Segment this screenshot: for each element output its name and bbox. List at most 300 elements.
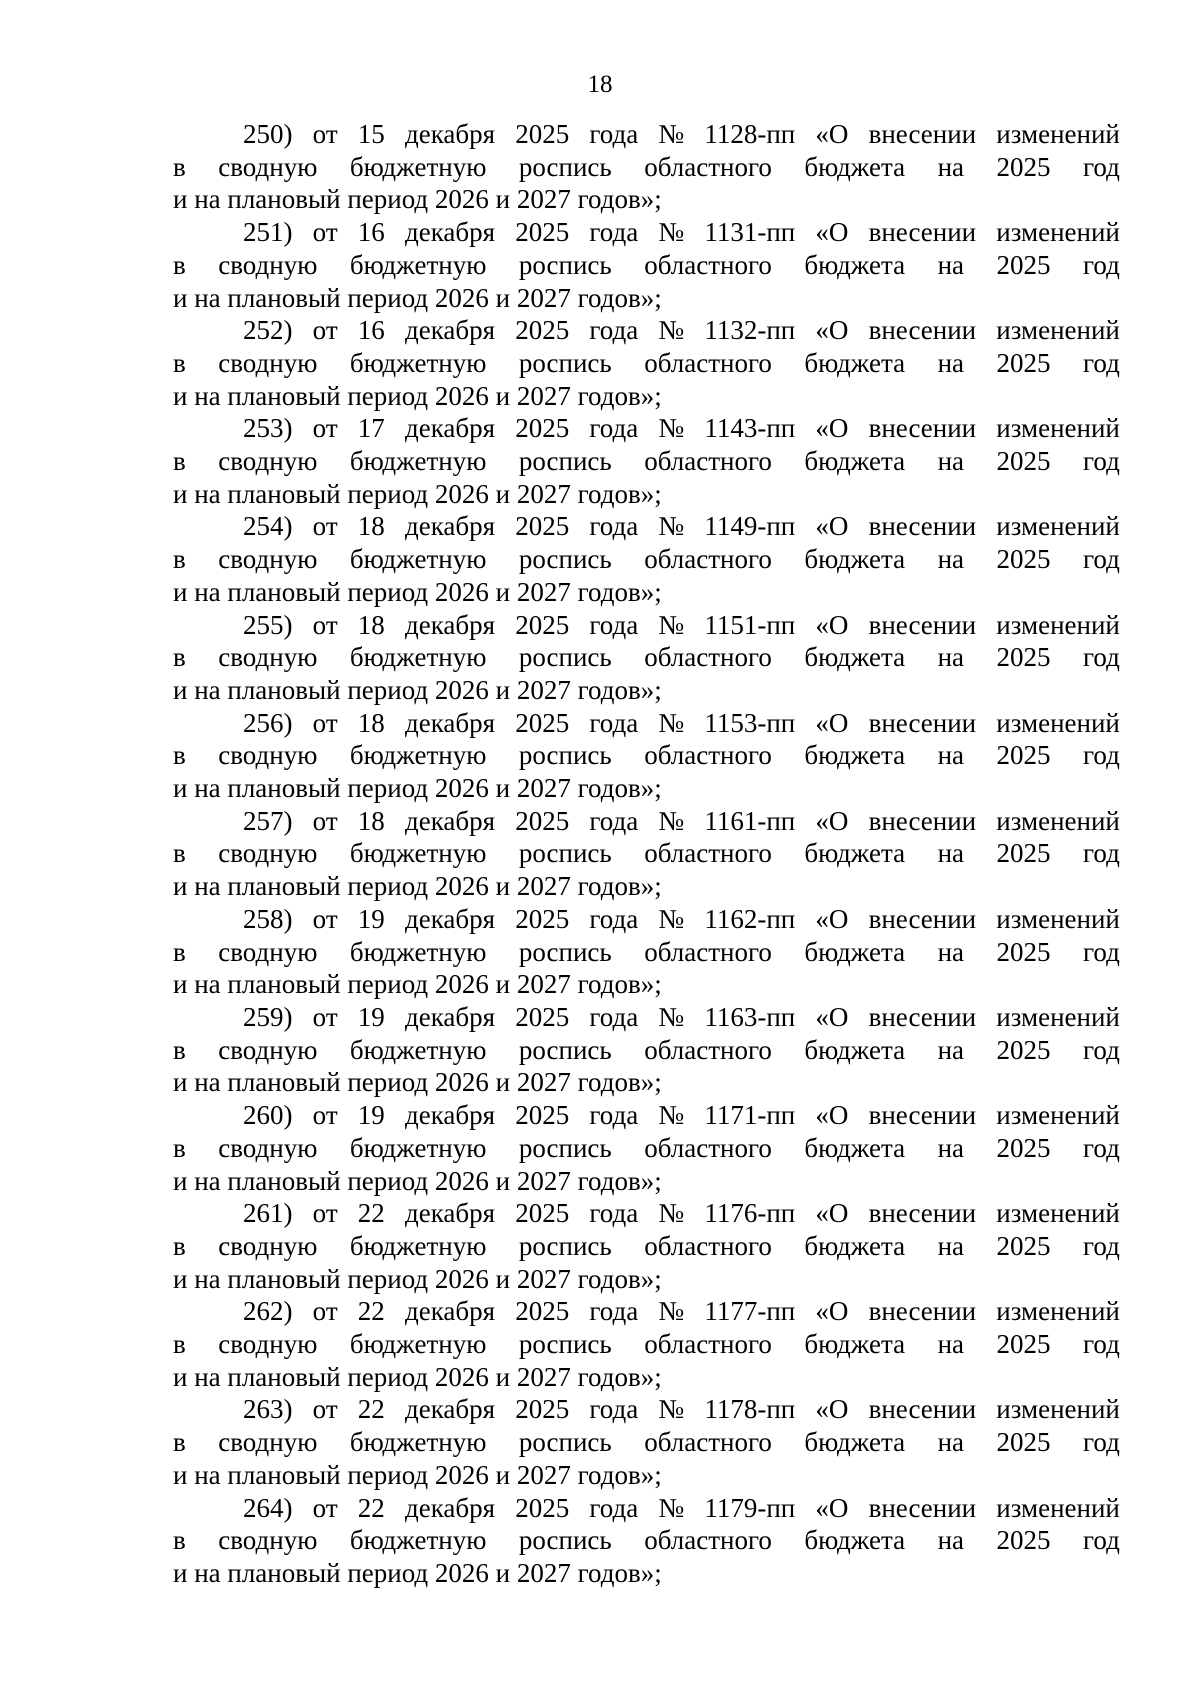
list-item-line-first: [173, 1099, 1120, 1132]
word: 2025: [996, 1525, 1051, 1556]
word: внесении: [868, 1296, 977, 1327]
word: в: [173, 740, 186, 771]
word: 22: [357, 1296, 385, 1327]
word: 1177-пп: [704, 1296, 796, 1327]
list-item-line-last: и на плановый период 2026 и 2027 годов»;: [173, 1361, 662, 1392]
word: №: [658, 1394, 685, 1425]
word: год: [1083, 151, 1120, 182]
word: 2025: [515, 217, 570, 248]
word: «О: [815, 1296, 849, 1327]
word: роспись: [518, 740, 612, 771]
list-item: [173, 216, 1120, 314]
word: бюджетную: [349, 1329, 487, 1360]
word: сводную: [218, 1132, 318, 1163]
word: 19: [357, 903, 385, 934]
word: роспись: [518, 544, 612, 575]
word: №: [658, 903, 685, 934]
list-item-line-second: [173, 543, 1120, 576]
word: 16: [357, 217, 385, 248]
list-item: [173, 707, 1120, 805]
list-item-line-first: [173, 609, 1120, 642]
list-item-line-first: [173, 1295, 1120, 1328]
list-item: [173, 609, 1120, 707]
word: изменений: [996, 609, 1120, 640]
word: сводную: [218, 1427, 318, 1458]
word: областного: [644, 151, 772, 182]
list-item-line-last: и на плановый период 2026 и 2027 годов»;: [173, 1067, 662, 1098]
word: в: [173, 249, 186, 280]
page-number: 18: [587, 71, 613, 98]
word: 2025: [515, 609, 570, 640]
word: внесении: [868, 609, 977, 640]
word: год: [1083, 642, 1120, 673]
word: 2025: [515, 903, 570, 934]
word: роспись: [518, 347, 612, 378]
list-item: [173, 510, 1120, 608]
word: 261): [243, 1198, 293, 1229]
word: внесении: [868, 1394, 977, 1425]
word: 2025: [996, 1034, 1051, 1065]
word: 256): [243, 707, 293, 738]
word: от: [312, 903, 338, 934]
word: областного: [644, 1427, 772, 1458]
word: года: [589, 413, 639, 444]
word: №: [658, 1492, 685, 1523]
word: бюджетную: [349, 1034, 487, 1065]
list-item-line-second: [173, 837, 1120, 870]
list-item-line-first: [173, 903, 1120, 936]
list-item-line-second: [173, 1132, 1120, 1165]
word: №: [658, 1100, 685, 1131]
word: 2025: [996, 1230, 1051, 1261]
word: декабря: [404, 707, 496, 738]
list-item-line-last: и на плановый период 2026 и 2027 годов»;: [173, 1557, 662, 1588]
list-item: [173, 1197, 1120, 1295]
word: 1128-пп: [704, 119, 796, 149]
word: декабря: [404, 315, 496, 346]
word: роспись: [518, 151, 612, 182]
list-item-line-second: [173, 1034, 1120, 1067]
list-item-line-last: и на плановый период 2026 и 2027 годов»;: [173, 773, 662, 804]
list-item-line-last: и на плановый период 2026 и 2027 годов»;: [173, 1459, 662, 1490]
word: «О: [815, 511, 849, 542]
word: сводную: [218, 740, 318, 771]
list-item-line-second: [173, 936, 1120, 969]
word: 2025: [996, 1329, 1051, 1360]
word: №: [658, 805, 685, 836]
word: 2025: [996, 642, 1051, 673]
word: 259): [243, 1001, 293, 1032]
list-item-line-second: [173, 347, 1120, 380]
word: 1149-пп: [704, 511, 796, 542]
word: декабря: [404, 413, 496, 444]
word: изменений: [996, 511, 1120, 542]
word: год: [1083, 1034, 1120, 1065]
word: 1153-пп: [704, 707, 796, 738]
word: роспись: [518, 1132, 612, 1163]
word: от: [312, 413, 338, 444]
word: «О: [815, 609, 849, 640]
word: «О: [815, 413, 849, 444]
list-item: [173, 1393, 1120, 1491]
word: роспись: [518, 1034, 612, 1065]
word: 1178-пп: [704, 1394, 796, 1425]
list-item: [173, 1001, 1120, 1099]
word: внесении: [868, 805, 977, 836]
word: изменений: [996, 903, 1120, 934]
list-item: [173, 118, 1120, 216]
word: на: [937, 838, 965, 869]
word: 2025: [996, 740, 1051, 771]
list-item-line-second: [173, 1230, 1120, 1263]
word: изменений: [996, 413, 1120, 444]
word: бюджетную: [349, 347, 487, 378]
word: «О: [815, 1198, 849, 1229]
word: 18: [357, 707, 385, 738]
word: бюджета: [804, 1329, 906, 1360]
word: сводную: [218, 1230, 318, 1261]
word: 1151-пп: [704, 609, 796, 640]
word: бюджета: [804, 544, 906, 575]
word: 22: [357, 1198, 385, 1229]
word: внесении: [868, 315, 977, 346]
word: 18: [357, 805, 385, 836]
word: 16: [357, 315, 385, 346]
word: года: [589, 1198, 639, 1229]
word: год: [1083, 446, 1120, 477]
word: 2025: [996, 838, 1051, 869]
word: года: [589, 609, 639, 640]
word: бюджетную: [349, 1525, 487, 1556]
word: декабря: [404, 119, 496, 149]
word: изменений: [996, 217, 1120, 248]
word: год: [1083, 936, 1120, 967]
word: на: [937, 642, 965, 673]
word: бюджетную: [349, 544, 487, 575]
word: областного: [644, 347, 772, 378]
word: бюджета: [804, 1132, 906, 1163]
word: в: [173, 1427, 186, 1458]
word: 1143-пп: [704, 413, 796, 444]
word: декабря: [404, 1198, 496, 1229]
word: 2025: [515, 315, 570, 346]
word: изменений: [996, 1296, 1120, 1327]
list-item-line-first: [173, 510, 1120, 543]
word: 2025: [996, 1427, 1051, 1458]
word: 250): [243, 119, 293, 149]
word: 15: [357, 119, 385, 149]
word: бюджетную: [349, 151, 487, 182]
word: областного: [644, 1034, 772, 1065]
word: 2025: [515, 1001, 570, 1032]
word: роспись: [518, 936, 612, 967]
word: 2025: [515, 805, 570, 836]
word: сводную: [218, 1034, 318, 1065]
word: «О: [815, 903, 849, 934]
word: областного: [644, 740, 772, 771]
list-item-line-second: [173, 445, 1120, 478]
list-item-line-first: [173, 118, 1120, 151]
list-item: [173, 1492, 1120, 1590]
list-item-line-first: [173, 216, 1120, 249]
word: сводную: [218, 936, 318, 967]
list-item: [173, 903, 1120, 1001]
word: 1176-пп: [704, 1198, 796, 1229]
word: года: [589, 1001, 639, 1032]
word: внесении: [868, 1492, 977, 1523]
word: «О: [815, 805, 849, 836]
word: бюджета: [804, 740, 906, 771]
list-item-line-first: [173, 412, 1120, 445]
word: сводную: [218, 1525, 318, 1556]
list-item-line-last: и на плановый период 2026 и 2027 годов»;: [173, 576, 662, 607]
word: 260): [243, 1100, 293, 1131]
word: 2025: [996, 249, 1051, 280]
word: внесении: [868, 511, 977, 542]
word: в: [173, 446, 186, 477]
word: бюджетную: [349, 838, 487, 869]
word: роспись: [518, 1525, 612, 1556]
list-item-line-first: [173, 707, 1120, 740]
word: внесении: [868, 707, 977, 738]
word: изменений: [996, 805, 1120, 836]
word: декабря: [404, 609, 496, 640]
word: года: [589, 217, 639, 248]
word: 1132-пп: [704, 315, 796, 346]
list-item-line-last: и на плановый период 2026 и 2027 годов»;: [173, 1263, 662, 1294]
list-item-line-last: и на плановый период 2026 и 2027 годов»;: [173, 674, 662, 705]
word: 253): [243, 413, 293, 444]
word: бюджетную: [349, 1427, 487, 1458]
list-item-line-second: [173, 1328, 1120, 1361]
list-item-line-last: и на плановый период 2026 и 2027 годов»;: [173, 871, 662, 902]
word: областного: [644, 1230, 772, 1261]
word: на: [937, 1525, 965, 1556]
word: год: [1083, 1132, 1120, 1163]
word: год: [1083, 1427, 1120, 1458]
word: 254): [243, 511, 293, 542]
list-item-line-second: [173, 1524, 1120, 1557]
word: декабря: [404, 805, 496, 836]
word: бюджета: [804, 446, 906, 477]
list-item: [173, 1099, 1120, 1197]
word: декабря: [404, 1100, 496, 1131]
word: на: [937, 151, 965, 182]
word: на: [937, 740, 965, 771]
word: 2025: [515, 119, 570, 149]
word: от: [312, 1198, 338, 1229]
list-item: [173, 314, 1120, 412]
word: «О: [815, 707, 849, 738]
word: год: [1083, 347, 1120, 378]
word: внесении: [868, 217, 977, 248]
word: «О: [815, 1100, 849, 1131]
word: декабря: [404, 1296, 496, 1327]
word: бюджета: [804, 936, 906, 967]
word: года: [589, 805, 639, 836]
word: 2025: [996, 544, 1051, 575]
word: на: [937, 936, 965, 967]
word: года: [589, 119, 639, 149]
word: от: [312, 1492, 338, 1523]
word: года: [589, 511, 639, 542]
word: от: [312, 217, 338, 248]
word: год: [1083, 838, 1120, 869]
word: года: [589, 903, 639, 934]
word: бюджета: [804, 1525, 906, 1556]
word: бюджета: [804, 1230, 906, 1261]
list-item-line-second: [173, 249, 1120, 282]
word: года: [589, 1394, 639, 1425]
word: «О: [815, 1394, 849, 1425]
word: 1179-пп: [704, 1492, 796, 1523]
list-item-line-last: и на плановый период 2026 и 2027 годов»;: [173, 380, 662, 411]
word: «О: [815, 119, 849, 149]
word: 2025: [515, 1492, 570, 1523]
word: сводную: [218, 151, 318, 182]
word: 262): [243, 1296, 293, 1327]
word: бюджета: [804, 249, 906, 280]
word: внесении: [868, 1100, 977, 1131]
word: роспись: [518, 249, 612, 280]
word: 2025: [996, 1132, 1051, 1163]
word: №: [658, 119, 685, 149]
resolution-list: [173, 118, 1120, 1590]
word: изменений: [996, 1492, 1120, 1523]
word: изменений: [996, 707, 1120, 738]
word: от: [312, 609, 338, 640]
word: от: [312, 315, 338, 346]
word: 22: [357, 1394, 385, 1425]
word: в: [173, 1034, 186, 1065]
word: областного: [644, 936, 772, 967]
word: 2025: [996, 151, 1051, 182]
word: в: [173, 936, 186, 967]
list-item-line-last: и на плановый период 2026 и 2027 годов»;: [173, 478, 662, 509]
word: областного: [644, 642, 772, 673]
word: изменений: [996, 1394, 1120, 1425]
word: бюджетную: [349, 1230, 487, 1261]
word: роспись: [518, 642, 612, 673]
word: 18: [357, 609, 385, 640]
word: 2025: [996, 347, 1051, 378]
list-item-line-first: [173, 1492, 1120, 1525]
word: на: [937, 1427, 965, 1458]
word: от: [312, 1394, 338, 1425]
word: 22: [357, 1492, 385, 1523]
list-item-line-last: и на плановый период 2026 и 2027 годов»;: [173, 184, 662, 215]
word: 263): [243, 1394, 293, 1425]
word: внесении: [868, 119, 977, 149]
word: «О: [815, 1001, 849, 1032]
word: роспись: [518, 838, 612, 869]
word: сводную: [218, 544, 318, 575]
word: бюджетную: [349, 642, 487, 673]
word: года: [589, 315, 639, 346]
word: внесении: [868, 1001, 977, 1032]
word: внесении: [868, 903, 977, 934]
list-item-line-last: и на плановый период 2026 и 2027 годов»;: [173, 969, 662, 1000]
word: 255): [243, 609, 293, 640]
word: №: [658, 315, 685, 346]
word: 252): [243, 315, 293, 346]
word: год: [1083, 1525, 1120, 1556]
word: 1163-пп: [704, 1001, 796, 1032]
word: №: [658, 511, 685, 542]
word: декабря: [404, 1001, 496, 1032]
word: бюджетную: [349, 249, 487, 280]
word: от: [312, 119, 338, 149]
list-item-line-first: [173, 805, 1120, 838]
word: на: [937, 1230, 965, 1261]
word: от: [312, 805, 338, 836]
word: изменений: [996, 119, 1120, 149]
word: 1131-пп: [704, 217, 796, 248]
word: роспись: [518, 1427, 612, 1458]
word: бюджета: [804, 151, 906, 182]
word: 1161-пп: [704, 805, 796, 836]
word: на: [937, 1329, 965, 1360]
word: областного: [644, 446, 772, 477]
word: года: [589, 1296, 639, 1327]
word: областного: [644, 1329, 772, 1360]
word: изменений: [996, 1198, 1120, 1229]
word: год: [1083, 1230, 1120, 1261]
word: в: [173, 1230, 186, 1261]
word: год: [1083, 544, 1120, 575]
word: 2025: [996, 446, 1051, 477]
word: изменений: [996, 1001, 1120, 1032]
list-item-line-first: [173, 314, 1120, 347]
word: бюджетную: [349, 936, 487, 967]
word: сводную: [218, 1329, 318, 1360]
word: от: [312, 1001, 338, 1032]
word: «О: [815, 315, 849, 346]
word: от: [312, 1296, 338, 1327]
word: в: [173, 151, 186, 182]
word: сводную: [218, 347, 318, 378]
word: 1171-пп: [704, 1100, 796, 1131]
word: бюджета: [804, 1034, 906, 1065]
word: 17: [357, 413, 385, 444]
word: сводную: [218, 446, 318, 477]
word: в: [173, 347, 186, 378]
word: роспись: [518, 1230, 612, 1261]
word: сводную: [218, 838, 318, 869]
word: №: [658, 1296, 685, 1327]
word: года: [589, 1492, 639, 1523]
word: в: [173, 1329, 186, 1360]
word: №: [658, 1001, 685, 1032]
word: декабря: [404, 1492, 496, 1523]
word: 19: [357, 1100, 385, 1131]
word: №: [658, 413, 685, 444]
word: в: [173, 1525, 186, 1556]
word: 19: [357, 1001, 385, 1032]
word: в: [173, 544, 186, 575]
word: сводную: [218, 642, 318, 673]
word: на: [937, 1034, 965, 1065]
word: 2025: [515, 1394, 570, 1425]
word: 2025: [515, 413, 570, 444]
word: 257): [243, 805, 293, 836]
list-item-line-last: и на плановый период 2026 и 2027 годов»;: [173, 282, 662, 313]
list-item-line-last: и на плановый период 2026 и 2027 годов»;: [173, 1165, 662, 1196]
word: №: [658, 609, 685, 640]
word: от: [312, 1100, 338, 1131]
word: в: [173, 838, 186, 869]
word: на: [937, 446, 965, 477]
